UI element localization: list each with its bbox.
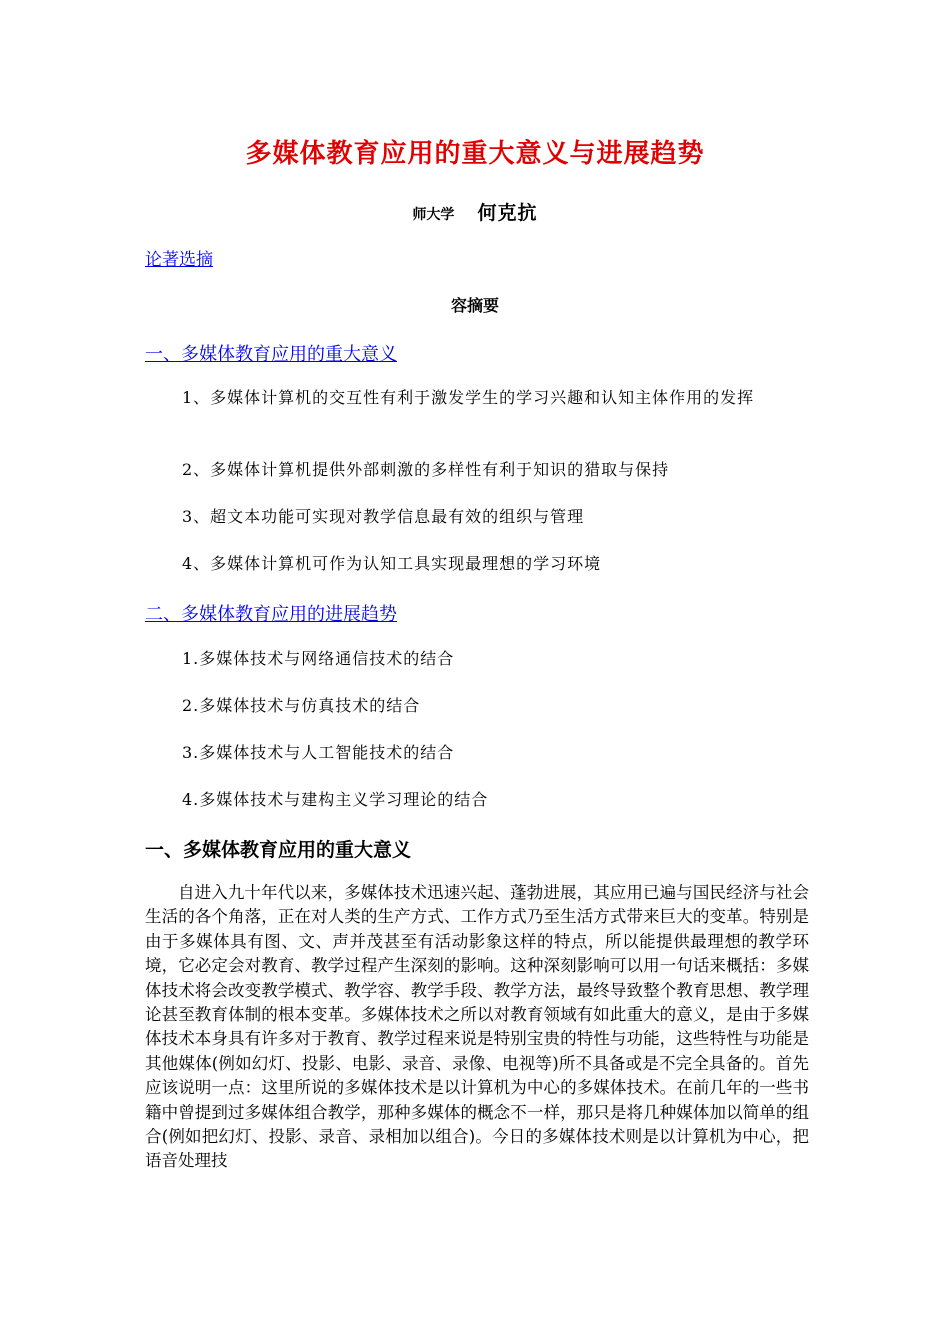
abstract-label: 容摘要 — [450, 296, 499, 315]
body-paragraph: 自进入九十年代以来，多媒体技术迅速兴起、蓬勃进展，其应用已遍与国民经济与社会生活的各个角落，正在对人类的生产方式、工作方式乃至生活方式带来巨大的变革。特别是由于多媒体具有图、文、声并茂甚至有活动影象这样的特点，所以能提供最理想的教学环境，它必定会对教育、教学过程产生深刻的影响。这种深刻影响可以用一句话来概括：多媒体技术将会改变教学模式、教学容、教学手段、教学方法，最终导致整个教育思想、教学理论甚至教育体制的根本变革。多媒体技术之所以对教育领域有如此重大的意义，是由于多媒体技术本身具有许多对于教育、教学过程来说是特别宝贵的特性与功能，这些特性与功能是其他媒体(例如幻灯、投影、电影、录音、录像、电视等)所不具备或是不完全具备的。首先应该说明一点：这里所说的多媒体技术是以计算机为中心的多媒体技术。在前几年的一些书籍中曾提到过多媒体组合教学，那种多媒体的概念不一样，那只是将几种媒体加以简单的组合(例如把幻灯、投影、录音、录相加以组合)。今日的多媒体技术则是以计算机为中心，把语音处理技 — [145, 883, 809, 1171]
link-selected-works[interactable]: 论著选摘 — [145, 250, 213, 270]
toc-item-2-2: 2.多媒体技术与仿真技术的结合 — [182, 696, 421, 715]
page-title: 多媒体教育应用的重大意义与进展趋势 — [245, 139, 705, 169]
toc-item-1-4: 4、多媒体计算机可作为认知工具实现最理想的学习环境 — [182, 554, 602, 573]
toc-item-1-3: 3、超文本功能可实现对教学信息最有效的组织与管理 — [182, 507, 585, 526]
toc-item-1-1: 1、多媒体计算机的交互性有利于激发学生的学习兴趣和认知主体作用的发挥 — [182, 388, 755, 407]
section-heading-1: 一、多媒体教育应用的重大意义 — [145, 839, 412, 861]
author-name: 何克抗 — [477, 202, 538, 224]
toc-item-1-2: 2、多媒体计算机提供外部刺激的多样性有利于知识的猎取与保持 — [182, 460, 670, 479]
toc-link-section-1[interactable]: 一、多媒体教育应用的重大意义 — [145, 344, 397, 365]
toc-item-2-1: 1.多媒体技术与网络通信技术的结合 — [182, 649, 455, 668]
toc-item-2-3: 3.多媒体技术与人工智能技术的结合 — [182, 743, 455, 762]
toc-link-section-2[interactable]: 二、多媒体教育应用的进展趋势 — [145, 604, 397, 625]
toc-item-2-4: 4.多媒体技术与建构主义学习理论的结合 — [182, 790, 489, 809]
author-line — [0, 198, 950, 225]
author-affiliation: 师大学 — [412, 207, 455, 223]
